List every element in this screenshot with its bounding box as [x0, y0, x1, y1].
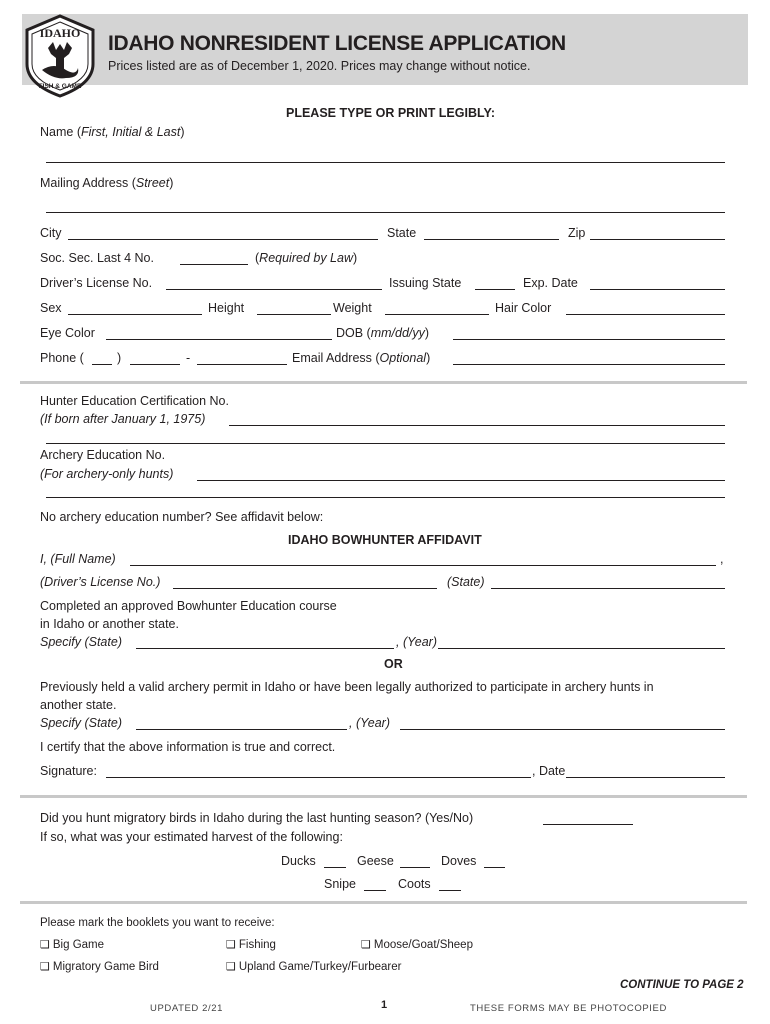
hair-color-label: Hair Color: [495, 301, 552, 315]
photocopy-note: THESE FORMS MAY BE PHOTOCOPIED: [470, 1003, 667, 1014]
archery-education-label: Archery Education No.: [40, 448, 166, 462]
dob-field[interactable]: [453, 339, 725, 340]
previous-specify-state-label: Specify (State): [40, 716, 122, 730]
zip-label: Zip: [568, 226, 586, 240]
course-text-1: Completed an approved Bowhunter Education course: [40, 599, 337, 613]
drivers-license-field[interactable]: [166, 289, 382, 290]
previous-state-field[interactable]: [136, 729, 347, 730]
ssn-label: Soc. Sec. Last 4 No.: [40, 251, 154, 265]
archery-education-field-line-2[interactable]: [46, 497, 725, 498]
previous-permit-text-1: Previously held a valid archery permit in Idaho or have been legally authorized to participate in archery hunts in: [40, 680, 654, 694]
mailing-address-label: Mailing Address (Street): [40, 176, 174, 190]
booklet-upland-game[interactable]: ❑ Upland Game/Turkey/Furbearer: [226, 961, 402, 973]
email-label: Email Address (Optional): [292, 351, 431, 365]
previous-year-field[interactable]: [400, 729, 725, 730]
geese-label: Geese: [357, 854, 394, 868]
full-name-label: I, (Full Name): [40, 552, 116, 566]
course-text-2: in Idaho or another state.: [40, 617, 179, 631]
eye-color-field[interactable]: [106, 339, 332, 340]
course-year-label: , (Year): [396, 635, 437, 649]
affidavit-title: IDAHO BOWHUNTER AFFIDAVIT: [288, 533, 482, 547]
email-field[interactable]: [453, 364, 725, 365]
booklets-prompt: Please mark the booklets you want to receive:: [40, 917, 275, 929]
affidavit-full-name-field[interactable]: [130, 565, 716, 566]
doves-field[interactable]: [484, 867, 505, 868]
ssn-required-note: (Required by Law): [255, 251, 358, 265]
geese-field[interactable]: [400, 867, 430, 868]
section-divider: [20, 901, 747, 904]
page-number: 1: [381, 999, 388, 1011]
updated-date: UPDATED 2/21: [150, 1003, 224, 1014]
dob-label: DOB (mm/dd/yy): [336, 326, 430, 340]
booklet-moose-goat-sheep[interactable]: ❑ Moose/Goat/Sheep: [361, 939, 473, 951]
course-specify-state-label: Specify (State): [40, 635, 122, 649]
affidavit-dl-field[interactable]: [173, 588, 437, 589]
phone-label: Phone (: [40, 351, 84, 365]
section-divider: [20, 795, 747, 798]
checkbox-icon: ❑: [226, 961, 236, 973]
signature-date-label: , Date: [532, 764, 566, 778]
idaho-fish-game-logo: [20, 12, 100, 98]
phone-paren-close: ): [117, 351, 122, 365]
state-field[interactable]: [424, 239, 559, 240]
exp-date-field[interactable]: [590, 289, 725, 290]
booklet-migratory-game-bird[interactable]: ❑ Migratory Game Bird: [40, 961, 159, 973]
previous-year-label: , (Year): [349, 716, 390, 730]
hunter-education-label: Hunter Education Certification No.: [40, 394, 229, 408]
affidavit-dl-label: (Driver’s License No.): [40, 575, 161, 589]
sex-field[interactable]: [68, 314, 202, 315]
logo-text-fish-game: FISH & GAME: [38, 83, 82, 90]
signature-date-field[interactable]: [566, 777, 725, 778]
city-field[interactable]: [68, 239, 378, 240]
coots-label: Coots: [398, 877, 431, 891]
booklet-big-game[interactable]: ❑ Big Game: [40, 939, 105, 951]
sex-label: Sex: [40, 301, 62, 315]
booklet-fishing[interactable]: ❑ Fishing: [226, 939, 276, 951]
snipe-label: Snipe: [324, 877, 356, 891]
ssn-field[interactable]: [180, 264, 248, 265]
continue-note: CONTINUE TO PAGE 2: [620, 979, 744, 991]
eye-color-label: Eye Color: [40, 326, 95, 340]
checkbox-icon: ❑: [40, 961, 50, 973]
phone-line-field[interactable]: [197, 364, 287, 365]
archery-education-note: (For archery-only hunts): [40, 467, 174, 481]
logo-text-idaho: IDAHO: [39, 26, 81, 40]
hunter-education-field[interactable]: [229, 425, 725, 426]
or-divider: OR: [384, 657, 403, 671]
course-state-field[interactable]: [136, 648, 394, 649]
phone-prefix-field[interactable]: [130, 364, 180, 365]
drivers-license-label: Driver’s License No.: [40, 276, 153, 290]
migratory-yes-no-field[interactable]: [543, 824, 633, 825]
harvest-question: If so, what was your estimated harvest of the following:: [40, 830, 343, 844]
checkbox-icon: ❑: [361, 939, 371, 951]
hair-color-field[interactable]: [566, 314, 725, 315]
affidavit-state-field[interactable]: [491, 588, 725, 589]
affidavit-intro: No archery education number? See affidavit below:: [40, 510, 324, 524]
section-divider: [20, 381, 747, 384]
mailing-address-field[interactable]: [46, 212, 725, 213]
name-field[interactable]: [46, 162, 725, 163]
doves-label: Doves: [441, 854, 477, 868]
page-title: IDAHO NONRESIDENT LICENSE APPLICATION: [108, 32, 566, 55]
archery-education-field[interactable]: [197, 480, 725, 481]
ducks-label: Ducks: [281, 854, 316, 868]
height-label: Height: [208, 301, 245, 315]
weight-field[interactable]: [385, 314, 489, 315]
height-field[interactable]: [257, 314, 331, 315]
certify-text: I certify that the above information is true and correct.: [40, 740, 336, 754]
exp-date-label: Exp. Date: [523, 276, 578, 290]
full-name-comma: ,: [720, 552, 724, 566]
checkbox-icon: ❑: [40, 939, 50, 951]
name-label: Name (First, Initial & Last): [40, 125, 185, 139]
city-label: City: [40, 226, 62, 240]
previous-permit-text-2: another state.: [40, 698, 117, 712]
instruction-text: PLEASE TYPE OR PRINT LEGIBLY:: [286, 106, 496, 120]
phone-area-code-field[interactable]: [92, 364, 112, 365]
hunter-education-note: (If born after January 1, 1975): [40, 412, 206, 426]
signature-field[interactable]: [106, 777, 531, 778]
issuing-state-label: Issuing State: [389, 276, 462, 290]
coots-field[interactable]: [439, 890, 461, 891]
course-year-field[interactable]: [438, 648, 725, 649]
affidavit-state-label: (State): [447, 575, 485, 589]
hunter-education-field-line-2[interactable]: [46, 443, 725, 444]
ducks-field[interactable]: [324, 867, 346, 868]
snipe-field[interactable]: [364, 890, 386, 891]
signature-label: Signature:: [40, 764, 97, 778]
issuing-state-field[interactable]: [475, 289, 515, 290]
checkbox-icon: ❑: [226, 939, 236, 951]
phone-dash: -: [186, 351, 191, 365]
price-notice: Prices listed are as of December 1, 2020. Prices may change without notice.: [108, 59, 531, 73]
zip-field[interactable]: [590, 239, 725, 240]
migratory-question: Did you hunt migratory birds in Idaho during the last hunting season? (Yes/No): [40, 811, 474, 825]
state-label: State: [387, 226, 417, 240]
weight-label: Weight: [333, 301, 372, 315]
